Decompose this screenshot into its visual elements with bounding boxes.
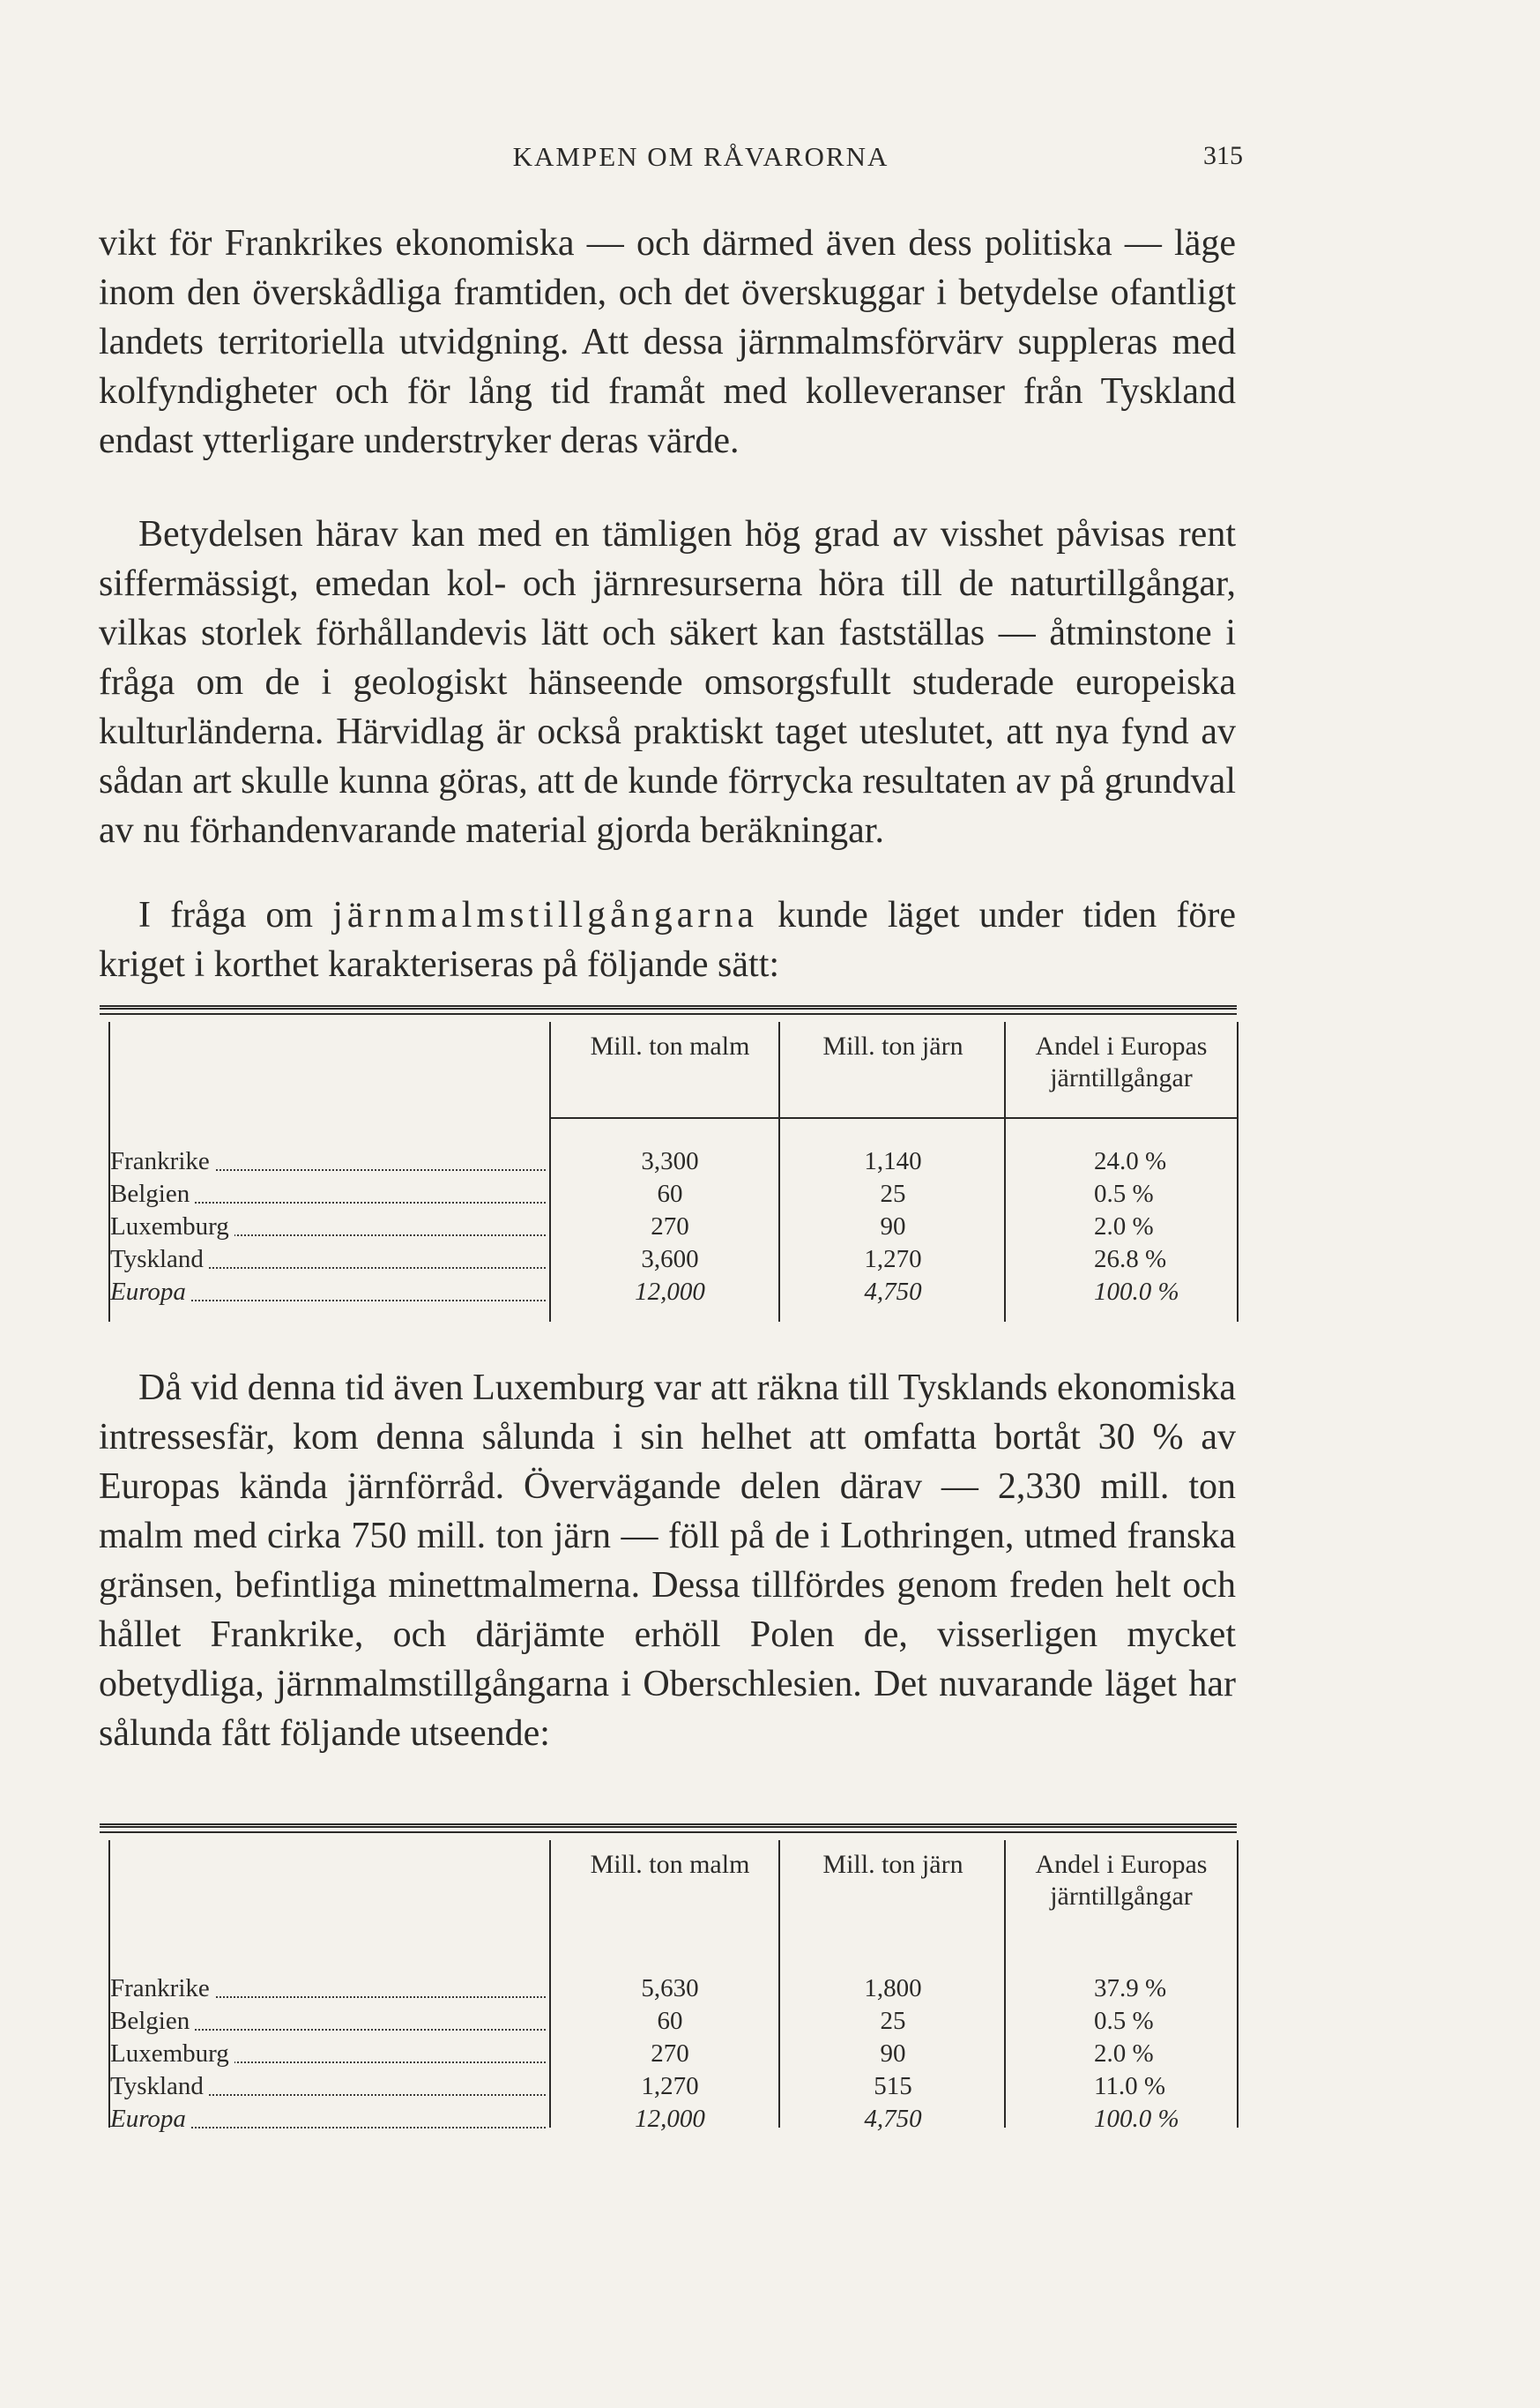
andel-column (1004, 1840, 1239, 2133)
cell-jarn: 25 (880, 2007, 906, 2035)
cell-malm: 5,630 (641, 1974, 699, 2002)
running-head: KAMPEN OM RÅVARORNA (512, 141, 889, 172)
paragraph-3-start: I fråga om (138, 895, 333, 936)
header-andel: Andel i Europas järntillgångar (1035, 1850, 1208, 1911)
cell-andel: 26.8 % (1094, 1245, 1167, 1273)
table-row-label: Luxemburg (110, 1211, 560, 1243)
paragraph-3-emphasis: järnmalmstillgångarna (332, 895, 759, 936)
jarn-column (778, 1022, 1006, 1322)
cell-malm: 3,600 (641, 1245, 699, 1273)
cell-jarn: 4,750 (864, 1278, 922, 1306)
cell-andel: 2.0 % (1094, 1212, 1154, 1241)
table-rule (100, 1831, 1237, 1833)
table-row-label: Frankrike (110, 1972, 560, 2005)
cell-andel: 100.0 % (1094, 2105, 1179, 2133)
table-row-label: Belgien (110, 1178, 560, 1211)
table-current (100, 1823, 1237, 2133)
cell-jarn: 90 (880, 2039, 906, 2068)
cell-andel: 0.5 % (1094, 2007, 1154, 2035)
cell-andel: 24.0 % (1094, 1147, 1167, 1175)
table-before-war (100, 1005, 1237, 1329)
page-number: 315 (1203, 141, 1243, 170)
table-row-label: Europa (110, 1276, 560, 1308)
paragraph-3 (99, 891, 1236, 989)
cell-malm: 270 (651, 2039, 689, 2068)
cell-jarn: 1,800 (864, 1974, 922, 2002)
cell-jarn: 25 (880, 1180, 906, 1208)
cell-andel: 2.0 % (1094, 2039, 1154, 2068)
table-rule (100, 1013, 1237, 1015)
label-column (108, 1022, 560, 1322)
cell-malm: 270 (651, 1212, 689, 1241)
table-row-label: Frankrike (110, 1145, 560, 1178)
header-malm: Mill. ton malm (590, 1850, 750, 1879)
cell-andel: 100.0 % (1094, 1278, 1179, 1306)
cell-malm: 60 (657, 2007, 683, 2035)
cell-jarn: 4,750 (864, 2105, 922, 2133)
paragraph-3-end: kunde läget under tiden före kriget i korthet karakteriseras på följande sätt: (99, 895, 1237, 985)
page-header (159, 141, 1243, 185)
cell-malm: 12,000 (635, 1278, 705, 1306)
cell-malm: 1,270 (641, 2072, 699, 2100)
header-jarn: Mill. ton järn (822, 1850, 963, 1879)
malm-column (549, 1840, 789, 2133)
cell-andel: 0.5 % (1094, 1180, 1154, 1208)
paragraph-4: Då vid denna tid även Luxemburg var att räkna till Tysklands ekonomiska intressesfär, kom denna sålunda i sin helhet att omfatta bortåt 30 % av Europas kända järnförråd. Övervägande delen därav — 2,330 mill. ton malm med cirka 750 mill. ton järn — föll på de i Lothringen, utmed franska gränsen, befintliga minettmalmerna. Dessa tillfördes genom freden helt och hållet Frankrike, och därjämte erhöll Polen de, visserligen mycket obetydliga, järnmalmstillgångarna i Oberschlesien. Det nuvarande läget har sålunda fått följande utseende: (99, 1368, 1236, 1754)
table-row-label: Tyskland (110, 1243, 560, 1276)
cell-jarn: 515 (874, 2072, 912, 2100)
jarn-column (778, 1840, 1006, 2133)
table-row-label: Luxemburg (110, 2038, 560, 2070)
label-column (108, 1840, 560, 2133)
cell-malm: 3,300 (641, 1147, 699, 1175)
header-malm: Mill. ton malm (590, 1032, 750, 1061)
cell-malm: 12,000 (635, 2105, 705, 2133)
cell-jarn: 90 (880, 1212, 906, 1241)
paragraph-2: Betydelsen härav kan med en tämligen hög grad av visshet påvisas rent siffermässigt, emedan kol- och järnresurserna höra till de naturtillgångar, vilkas storlek förhållandevis lätt och säkert kan fastställas — åtminstone i fråga om de i geologiskt hänseende omsorgsfullt studerade europeiska kulturländerna. Härvidlag är också praktiskt taget uteslutet, att nya fynd av sådan art skulle kunna göras, att de kunde förrycka resultaten av på grundval av nu förhandenvarande material gjorda beräkningar. (99, 514, 1236, 851)
header-rule (549, 1117, 1237, 1119)
cell-jarn: 1,140 (864, 1147, 922, 1175)
malm-column (549, 1022, 789, 1322)
cell-andel: 11.0 % (1094, 2072, 1166, 2100)
cell-andel: 37.9 % (1094, 1974, 1167, 2002)
cell-malm: 60 (657, 1180, 683, 1208)
cell-jarn: 1,270 (864, 1245, 922, 1273)
table-row-label: Belgien (110, 2005, 560, 2038)
table-row-label: Europa (110, 2103, 560, 2136)
header-andel: Andel i Europas järntillgångar (1035, 1032, 1208, 1092)
header-jarn: Mill. ton järn (822, 1032, 963, 1061)
andel-column (1004, 1022, 1239, 1322)
table-row-label: Tyskland (110, 2070, 560, 2103)
paragraph-1: vikt för Frankrikes ekonomiska — och därmed även dess politiska — läge inom den överskådliga framtiden, och det överskuggar i betydelse ofantligt landets territoriella utvidgning. Att dessa järnmalmsförvärv suppleras med kolfyndigheter och för lång tid framåt med kolleveranser från Tyskland endast ytterligare understryker deras värde. (99, 223, 1236, 461)
